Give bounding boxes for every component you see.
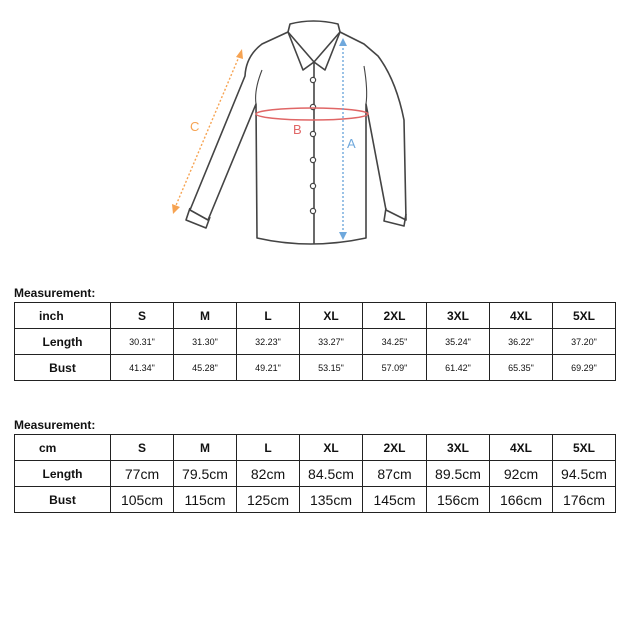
- table-cell: 61.42": [427, 355, 490, 381]
- table-cell: 41.34": [111, 355, 174, 381]
- shirt-button: [310, 77, 315, 82]
- unit-label: cm: [15, 435, 111, 461]
- size-header: 4XL: [490, 303, 553, 329]
- table-cell: 115cm: [174, 487, 237, 513]
- size-header: M: [174, 303, 237, 329]
- table-cell: 45.28": [174, 355, 237, 381]
- table-cell: 65.35": [490, 355, 553, 381]
- table-cell: 79.5cm: [174, 461, 237, 487]
- size-header: L: [237, 435, 300, 461]
- table-cell: 145cm: [363, 487, 427, 513]
- table-cell: 57.09": [363, 355, 427, 381]
- size-header: M: [174, 435, 237, 461]
- table-header-row: [15, 435, 616, 461]
- table-cell: 125cm: [237, 487, 300, 513]
- table-cell: 166cm: [490, 487, 553, 513]
- table-cell: 69.29": [553, 355, 616, 381]
- label-a: A: [347, 136, 356, 151]
- size-header: XL: [300, 435, 363, 461]
- size-header: S: [111, 303, 174, 329]
- row-label: Bust: [15, 487, 111, 513]
- table-cell: 35.24": [427, 329, 490, 355]
- inch-size-table: [14, 302, 616, 381]
- shirt-button: [310, 104, 315, 109]
- table-cell: 33.27": [300, 329, 363, 355]
- unit-label: inch: [15, 303, 111, 329]
- size-header: 5XL: [553, 303, 616, 329]
- inch-table-caption: Measurement:: [14, 286, 96, 300]
- table-cell: 32.23": [237, 329, 300, 355]
- shirt-button: [310, 157, 315, 162]
- table-cell: 105cm: [111, 487, 174, 513]
- size-header: 4XL: [490, 435, 553, 461]
- shirt-diagram: [160, 14, 430, 250]
- table-cell: 34.25": [363, 329, 427, 355]
- size-header: L: [237, 303, 300, 329]
- table-cell: 135cm: [300, 487, 363, 513]
- cm-table-caption: Measurement:: [14, 418, 96, 432]
- size-header: 2XL: [363, 303, 427, 329]
- table-cell: 94.5cm: [553, 461, 616, 487]
- table-header-row: [15, 303, 616, 329]
- shirt-button: [310, 183, 315, 188]
- table-cell: 30.31": [111, 329, 174, 355]
- cm-size-table: [14, 434, 616, 513]
- table-cell: 84.5cm: [300, 461, 363, 487]
- shirt-button: [310, 208, 315, 213]
- table-cell: 37.20": [553, 329, 616, 355]
- size-header: 5XL: [553, 435, 616, 461]
- size-header: S: [111, 435, 174, 461]
- table-row: [15, 355, 616, 381]
- table-row: [15, 461, 616, 487]
- table-cell: 82cm: [237, 461, 300, 487]
- size-header: 2XL: [363, 435, 427, 461]
- row-label: Bust: [15, 355, 111, 381]
- size-header: 3XL: [427, 435, 490, 461]
- table-cell: 87cm: [363, 461, 427, 487]
- table-cell: 31.30": [174, 329, 237, 355]
- table-cell: 92cm: [490, 461, 553, 487]
- table-cell: 36.22": [490, 329, 553, 355]
- table-cell: 53.15": [300, 355, 363, 381]
- table-row: [15, 487, 616, 513]
- table-cell: 89.5cm: [427, 461, 490, 487]
- size-header: 3XL: [427, 303, 490, 329]
- label-b: B: [293, 122, 302, 137]
- table-cell: 49.21": [237, 355, 300, 381]
- table-cell: 77cm: [111, 461, 174, 487]
- row-label: Length: [15, 329, 111, 355]
- row-label: Length: [15, 461, 111, 487]
- size-header: XL: [300, 303, 363, 329]
- shirt-button: [310, 131, 315, 136]
- table-cell: 156cm: [427, 487, 490, 513]
- table-row: [15, 329, 616, 355]
- label-c: C: [190, 119, 200, 134]
- table-cell: 176cm: [553, 487, 616, 513]
